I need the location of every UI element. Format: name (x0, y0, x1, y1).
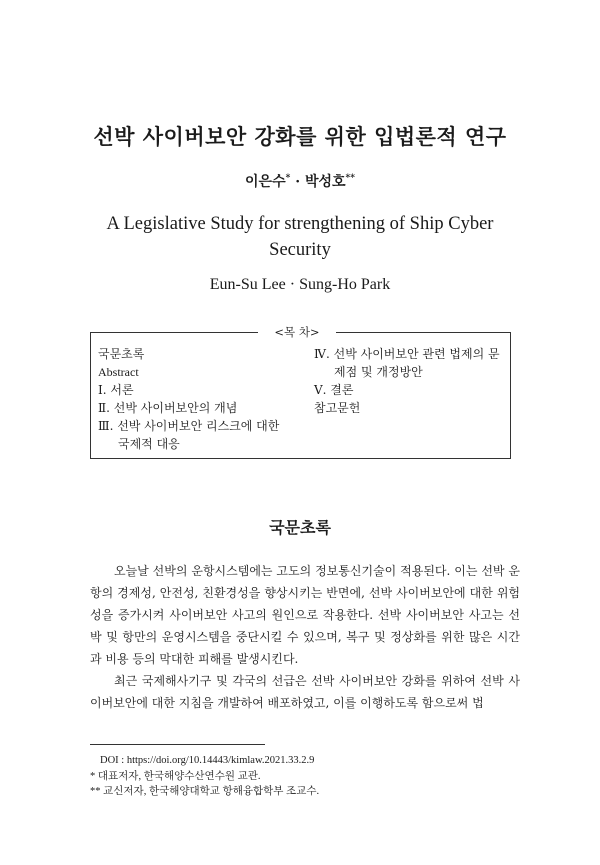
toc-item: Ⅰ. 서론 (98, 383, 134, 397)
toc-item-continuation: 국제적 대응 (118, 437, 180, 451)
abstract-paragraph: 최근 국제해사기구 및 각국의 선급은 선박 사이버보안 강화를 위하여 선박 사이버보안에 대한 지침을 개발하여 배포하였고, 이를 이행하도록 함으로써 법 (90, 674, 520, 710)
toc-heading: <목 차> (258, 324, 336, 340)
footnote-1: * 대표저자, 한국해양수산연수원 교관. (90, 770, 261, 782)
footnotes (90, 753, 319, 800)
toc-item: 참고문헌 (314, 401, 361, 415)
authors-korean (0, 171, 600, 191)
toc-item: 국문초록 (98, 347, 145, 361)
toc-item: Ⅴ. 결론 (314, 383, 354, 397)
toc-item-continuation: 제점 및 개정방안 (334, 365, 423, 379)
toc-item: Ⅱ. 선박 사이버보안의 개념 (98, 401, 238, 415)
paper-title-korean: 선박 사이버보안 강화를 위한 입법론적 연구 (93, 124, 507, 149)
toc-top-rule-left (90, 332, 258, 333)
authors-english: Eun-Su Lee · Sung-Ho Park (209, 276, 391, 293)
abstract-heading: 국문초록 (269, 518, 331, 537)
doi-link[interactable]: DOI : https://doi.org/10.14443/kimlaw.2021.33.2.9 (100, 755, 315, 766)
abstract-paragraph: 오늘날 선박의 운항시스템에는 고도의 정보통신기술이 적용된다. 이는 선박 운항의 경제성, 안전성, 친환경성을 향상시키는 반면에, 선박 사이버보안에 대한 위험성을 증가시켜 사이버보안 사고의 원인으로 작용한다. 선박 사이버보안 사고는 선박 및 항만의 운영시스템을 중단시킬 수 있으며, 복구 및 정상화를 위한 많은 시간과 비용 등의 막대한 피해를 발생시킨다. (90, 564, 520, 666)
abstract-body (90, 560, 520, 714)
author-1-name: 이은수 (245, 174, 286, 190)
author-separator: · (295, 174, 301, 190)
footnote-2: ** 교신저자, 한국해양대학교 항해융합학부 조교수. (90, 786, 320, 797)
toc-top-rule-right (336, 332, 511, 333)
footnote-rule (90, 744, 265, 745)
paper-title-english (0, 211, 600, 263)
toc-item: Abstract (98, 365, 139, 379)
author-2-mark: ** (345, 173, 355, 184)
author-1-mark: * (285, 173, 291, 184)
toc-item: Ⅲ. 선박 사이버보안 리스크에 대한 (98, 419, 280, 433)
toc-left-column (98, 345, 279, 453)
paper-title-english-text: A Legislative Study for strengthening of Ship Cyber Security (106, 214, 494, 260)
toc-right-column (314, 345, 500, 417)
toc-item: Ⅳ. 선박 사이버보안 관련 법제의 문 (314, 347, 500, 361)
author-2-name: 박성호 (304, 174, 346, 190)
